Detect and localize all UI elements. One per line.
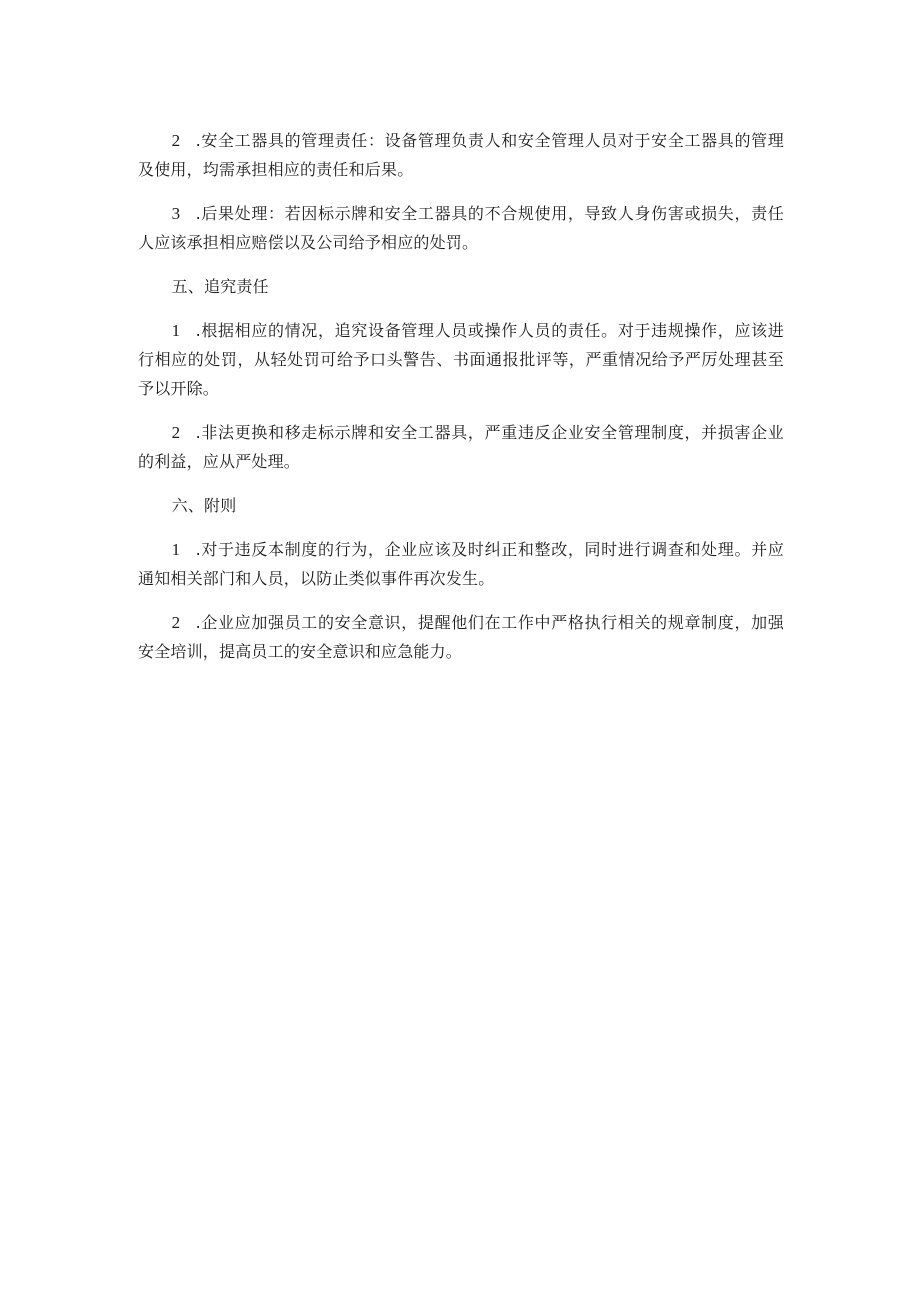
item-number: 3 (171, 204, 181, 223)
paragraph-management-responsibility (138, 126, 784, 184)
paragraph-text: .安全工器具的管理责任：设备管理负责人和安全管理人员对于安全工器具的管理及使用，均需承担相应的责任和后果。 (138, 131, 784, 179)
section-heading-supplementary: 六、附则 (171, 496, 237, 515)
paragraph-supplementary-1 (138, 535, 784, 593)
paragraph-accountability-1 (138, 316, 784, 403)
item-number: 1 (171, 540, 181, 559)
document-body (138, 126, 784, 681)
paragraph-text: .对于违反本制度的行为，企业应该及时纠正和整改，同时进行调查和处理。并应通知相关部门和人员，以防止类似事件再次发生。 (138, 540, 784, 588)
paragraph-consequence-handling (138, 199, 784, 257)
item-number: 2 (171, 131, 181, 150)
paragraph-supplementary-2 (138, 608, 784, 666)
item-number: 2 (171, 423, 181, 442)
section-heading-accountability: 五、追究责任 (171, 277, 269, 296)
paragraph-text: .非法更换和移走标示牌和安全工器具，严重违反企业安全管理制度，并损害企业的利益，应从严处理。 (138, 423, 784, 471)
paragraph-accountability-2 (138, 418, 784, 476)
item-number: 2 (171, 613, 181, 632)
paragraph-text: .企业应加强员工的安全意识，提醒他们在工作中严格执行相关的规章制度，加强安全培训，提高员工的安全意识和应急能力。 (138, 613, 784, 661)
paragraph-text: .后果处理：若因标示牌和安全工器具的不合规使用，导致人身伤害或损失，责任人应该承担相应赔偿以及公司给予相应的处罚。 (138, 204, 784, 252)
paragraph-text: .根据相应的情况，追究设备管理人员或操作人员的责任。对于违规操作，应该进行相应的处罚，从轻处罚可给予口头警告、书面通报批评等，严重情况给予严厉处理甚至予以开除。 (138, 321, 784, 398)
item-number: 1 (171, 321, 181, 340)
